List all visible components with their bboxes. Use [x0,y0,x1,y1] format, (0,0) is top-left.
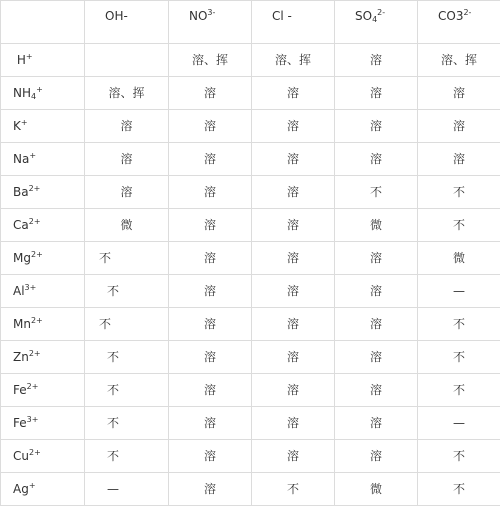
table-cell: 溶 [85,110,169,143]
table-cell: 溶 [418,110,500,143]
table-row [1,275,500,308]
table-cell: 不 [85,440,169,473]
cation-cell: $Al^{3+}$ [1,275,85,308]
table-cell: 溶、挥 [85,77,169,110]
table-cell: 不 [418,440,500,473]
table-cell: 溶 [169,77,252,110]
table-row [1,176,500,209]
table-cell: 溶 [169,242,252,275]
table-cell: 溶 [335,275,418,308]
table-cell: 溶、挥 [418,44,500,77]
table-cell: 溶、挥 [252,44,335,77]
table-cell: 溶 [335,308,418,341]
table-cell: 溶 [335,44,418,77]
table-cell: — [418,275,500,308]
table-row [1,341,500,374]
table-cell: 不 [418,176,500,209]
table-cell: 溶 [169,440,252,473]
header-row [1,1,500,44]
table-cell: 溶 [335,407,418,440]
table-row [1,308,500,341]
table-cell: 溶 [252,209,335,242]
header-nitrate: $NO^{3-}$ [169,1,252,44]
table-cell: 溶 [169,275,252,308]
table-row [1,473,500,506]
table-row [1,440,500,473]
table-cell [85,44,169,77]
cation-cell: $Mg^{2+}$ [1,242,85,275]
table-cell: 溶 [335,110,418,143]
table-cell: 不 [85,275,169,308]
table-cell: 溶 [85,176,169,209]
header-carbonate: $CO3^{2-}$ [418,1,500,44]
header-label: OH- [105,9,128,23]
table-cell: 溶 [335,77,418,110]
table-cell: — [85,473,169,506]
table-cell: 溶 [169,341,252,374]
corner-cell [1,1,85,44]
table-cell: 溶 [169,143,252,176]
table-row [1,44,500,77]
cation-cell: H+ [1,44,85,77]
table-cell: 不 [85,242,169,275]
table-cell: 溶 [169,374,252,407]
table-cell: 溶 [252,374,335,407]
table-cell: 溶 [252,407,335,440]
table-cell: 溶 [335,341,418,374]
cation-cell: K+ [1,110,85,143]
table-cell: 微 [335,473,418,506]
table-cell: 微 [418,242,500,275]
table-cell: 溶 [169,209,252,242]
table-cell: 不 [252,473,335,506]
table-cell: 溶 [252,143,335,176]
table-cell: 溶 [418,143,500,176]
table-row [1,374,500,407]
cation-cell: Ag+ [1,473,85,506]
table-cell: 不 [418,374,500,407]
header-hydroxide [85,1,169,44]
cation-cell: $Fe^{2+}$ [1,374,85,407]
cation-cell: $Mn^{2+}$ [1,308,85,341]
table-cell: 溶 [169,176,252,209]
table-cell: 溶 [252,275,335,308]
cation-cell: $NH_4^+$ [1,77,85,110]
table-cell: 溶 [335,374,418,407]
header-chloride [252,1,335,44]
table-cell: 溶 [252,242,335,275]
table-row [1,209,500,242]
table-cell: 不 [85,407,169,440]
table-cell: 溶 [252,110,335,143]
table-cell: 溶 [169,110,252,143]
cation-cell: Na+ [1,143,85,176]
table-cell: 溶 [85,143,169,176]
header-sulfate: $SO_4^{2-}$ [335,1,418,44]
table-cell: 溶 [169,407,252,440]
table-cell: 溶 [252,176,335,209]
table-cell: 溶 [335,143,418,176]
table-row [1,242,500,275]
table-row [1,77,500,110]
table-cell: 溶 [252,77,335,110]
table-cell: 不 [418,473,500,506]
cation-cell: $Cu^{2+}$ [1,440,85,473]
table-cell: — [418,407,500,440]
cation-cell: $Zn^{2+}$ [1,341,85,374]
table-cell: 溶 [335,440,418,473]
table-row [1,110,500,143]
table-cell: 微 [335,209,418,242]
table-cell: 溶 [335,242,418,275]
table-cell: 溶 [252,341,335,374]
table-cell: 溶 [252,440,335,473]
table-cell: 不 [418,308,500,341]
table-cell: 溶 [252,308,335,341]
table-cell: 微 [85,209,169,242]
cation-cell: $Fe^{3+}$ [1,407,85,440]
cation-cell: $Ca^{2+}$ [1,209,85,242]
table-cell: 溶 [169,308,252,341]
table-cell: 溶 [418,77,500,110]
table-cell: 不 [418,341,500,374]
table-cell: 不 [85,308,169,341]
header-label: Cl - [272,9,292,23]
cation-cell: $Ba^{2+}$ [1,176,85,209]
table-row [1,407,500,440]
table-cell: 不 [85,341,169,374]
table-cell: 不 [418,209,500,242]
table-row [1,143,500,176]
table-cell: 不 [335,176,418,209]
table-cell: 不 [85,374,169,407]
table-cell: 溶 [169,473,252,506]
table-cell: 溶、挥 [169,44,252,77]
